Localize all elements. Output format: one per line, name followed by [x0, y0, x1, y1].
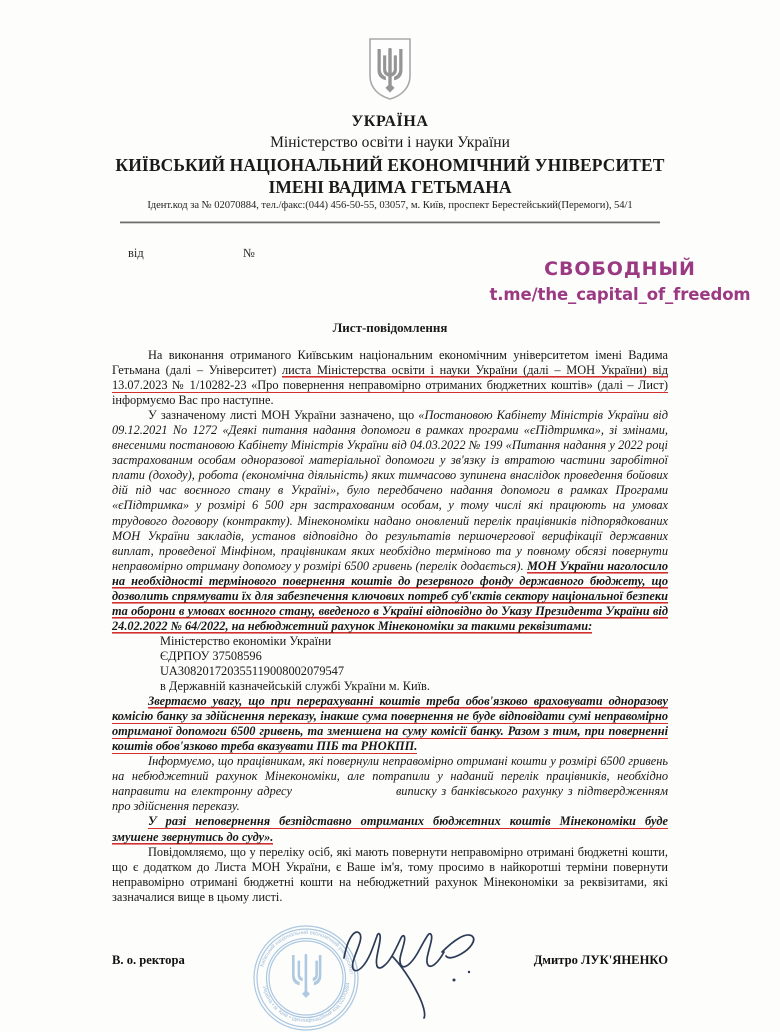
p3-commission-notice: Звертаємо увагу, що при перерахуванні коштів треба обов'язково враховувати одноразову комісію банку за здійснення переказу, інакше сума повернення не буде відповідати сумі неправомірно отриманої допомоги 6500 гривень, та зменшена на суму комісії банку. Разом з тим, при поверненні коштів обов'язково треба вказувати ПІБ та РНОКПП.: [112, 694, 668, 754]
watermark: [470, 258, 770, 305]
letterhead: [0, 112, 780, 199]
university-name-line1: КИЇВСЬКИЙ НАЦІОНАЛЬНИЙ ЕКОНОМІЧНИЙ УНІВЕРСИТЕТ: [115, 155, 665, 176]
svg-text:Київський національний економі: Київський національний економічний університет: [259, 929, 354, 975]
paragraph-5: [112, 814, 668, 844]
signatory-position: В. о. ректора: [112, 953, 185, 967]
letter-body: [112, 348, 668, 905]
page-title: Лист-повідомлення: [332, 320, 448, 335]
paragraph-6: Повідомляємо, що у переліку осіб, які мають повернути неправомірно отримані бюджетні кошти, що є додатком до Листа МОН України, є Ваше ім'я, тому просимо в найкоротші терміни повернути неправомірно отримані бюджетні кошти на небюджетний рахунок Мінекономіки за реквізитами, які зазначалися вище в цьому листі.: [112, 844, 668, 904]
requisite-line-1: Міністерство економіки України: [160, 633, 332, 648]
signatory-name: Дмитро ЛУК'ЯНЕНКО: [533, 953, 668, 967]
paragraph-1: [112, 348, 668, 408]
contact-details: Ідент.код за № 02070884, тел./факс:(044) 456-50-55, 03057, м. Київ, проспект Берестейський(Перемоги), 54/1: [147, 200, 633, 211]
p1-part-a: На виконання отриманого Київським національним економічним університетом імені Вадима Гетьмана (далі – Університет): [112, 348, 668, 378]
reference-number-label: №: [242, 246, 255, 260]
p2-part-a: У зазначеному листі МОН України зазначено, що: [148, 408, 419, 423]
reference-date-label: від: [128, 246, 144, 260]
emblem-container: [0, 36, 780, 102]
p2-quoted-resolution: «Постановою Кабінету Міністрів України від 09.12.2021 No 1272 «Деякі питання надання допомоги в рамках програми «єПідтримка», зі змінами, внесеними постановою Кабінету Міністрів України від 04.03.2022 № 199 «Питання надання у 2022 році застрахованим особам одноразової матеріальної допомоги у зв'язку із втратою частини заробітної плати (доходу), робота (економічна діяльність) яких тимчасово зупинена внаслідок проведення бойових дій під час воєнного стану в Україні», було передбачено надання допомоги в рамках Програми «єПідтримка» у розмірі 6 500 грн застрахованим особам, у тому числі які працюють на умовах трудового договору (контракту). Мінекономіки надано оновлений перелік працівників підпорядкованих МОН України закладів, установ відповідно до результатів першочергової верифікації державних виплат, проведеної Мінфіном, працівникам яких необхідно терміново та у повному обсязі повернути неправомірно отриману допомогу у розмірі 6500 гривень (перелік додається).: [112, 408, 668, 573]
handwritten-signature-icon: [330, 918, 520, 1028]
p4-part-a: Інформуємо, що працівникам, які повернули неправомірно отримані кошти у розмірі 6500 гривень на небюджетний рахунок Мінекономіки, але потрапили у наданий перелік працівників, необхідно направити на електронну адресу: [112, 754, 668, 799]
header-divider: [120, 221, 660, 224]
university-name-line2: ІМЕНІ ВАДИМА ГЕТЬМАНА: [268, 177, 512, 198]
ukraine-trident-coat-of-arms-icon: [367, 36, 413, 102]
requisite-line-4: в Державній казначейській службі України м. Київ.: [160, 679, 430, 694]
requisite-line-3: UA308201720355119008002079547: [160, 663, 345, 678]
p2-bold-underlined-demand: МОН України наголосило на необхідності термінового повернення коштів до резервного фонду державного бюджету, що дозволить спрямувати їх для забезпечення ключових потреб суб'єктів сектору національної безпеки та оборони в умовах воєнного стану, введеного в Україні відповідно до Указу Президента України від 24.02.2022 № 64/2022, на небюджетний рахунок Мінекономіки за такими реквізитами:: [112, 558, 668, 633]
watermark-link: t.me/the_capital_of_freedom: [489, 284, 751, 304]
requisite-line-2: ЄДРПОУ 37508596: [160, 648, 262, 663]
p5-court-warning: У разі неповернення безпідставно отриманих бюджетних коштів Мінекономіки буде змушене звернутись до суду».: [112, 814, 668, 844]
paragraph-4: [112, 754, 668, 814]
p1-part-b: інформуємо Вас про наступне.: [112, 393, 274, 408]
watermark-title: СВОБОДНЫЙ: [544, 258, 696, 280]
svg-text:Україна • м. Київ • ідентифіка: Україна • м. Київ • ідентифікаційний код 02070884: [260, 982, 352, 1025]
reference-line: [128, 246, 255, 261]
signature-row: [112, 953, 668, 968]
paragraph-2: [112, 408, 668, 634]
ministry-name: Міністерство освіти і науки України: [270, 134, 510, 151]
p4-part-b: виписку з банківського рахунку з підтвердженням про здійснення переказу.: [112, 784, 668, 814]
p1-underlined-reference: листа Міністерства освіти і науки України (далі – МОН України) від 13.07.2023 № 1/10282-23 «Про повернення неправомірно отриманих бюджетних коштів» (далі – Лист): [112, 363, 668, 393]
paragraph-3: [112, 694, 668, 754]
country-name: УКРАЇНА: [351, 113, 429, 130]
